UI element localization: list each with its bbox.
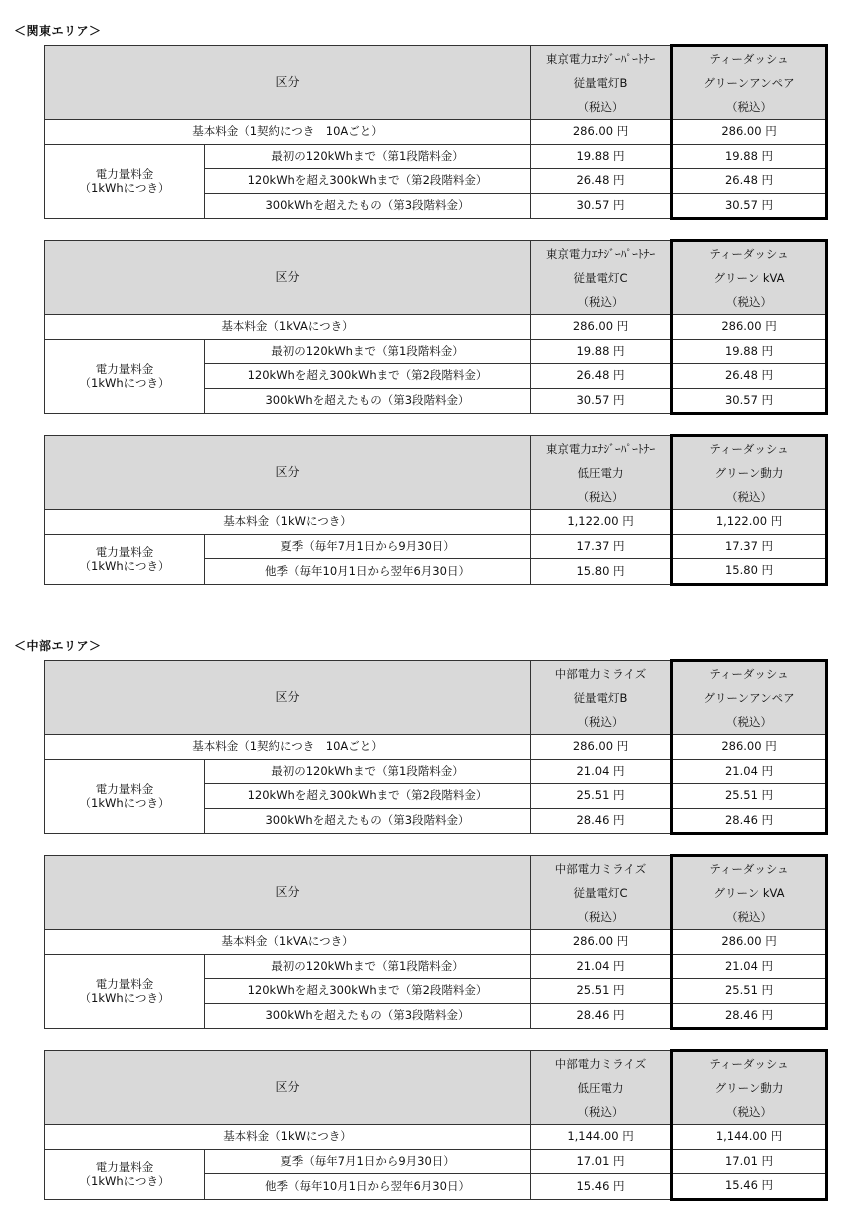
- usage-charge-label-line: （1kWhにつき）: [79, 796, 170, 811]
- basic-charge-current: 286.00 円: [531, 930, 672, 955]
- usage-charge-row: [45, 339, 827, 364]
- current-plan-header-line: 東京電力ｴﾅｼﾞｰﾊﾟｰﾄﾅｰ: [545, 51, 656, 66]
- current-plan-header-line: 従量電灯C: [573, 885, 628, 900]
- tier-price-tdash: 19.88 円: [672, 339, 827, 364]
- kubun-header: 区分: [45, 856, 531, 930]
- tier-price-tdash: 15.80 円: [672, 559, 827, 585]
- tier-price-current: 19.88 円: [531, 339, 672, 364]
- basic-charge-row: [45, 120, 827, 145]
- tdash-plan-header-line: グリーン動力: [714, 1081, 784, 1095]
- header-row: [45, 856, 827, 930]
- tdash-plan-header-line: グリーンアンペア: [703, 691, 795, 705]
- usage-charge-label-line: （1kWhにつき）: [79, 376, 170, 391]
- tier-label: 120kWhを超え300kWhまで（第2段階料金）: [205, 364, 531, 389]
- usage-charge-label: [45, 339, 205, 414]
- current-plan-header-line: （税込）: [577, 1104, 624, 1119]
- tier-price-current: 26.48 円: [531, 169, 672, 194]
- current-plan-header-line: 従量電灯B: [573, 690, 628, 705]
- usage-charge-row: [45, 144, 827, 169]
- tdash-plan-header: [672, 661, 827, 735]
- usage-charge-label-line: （1kWhにつき）: [79, 559, 170, 573]
- current-plan-header: [531, 661, 672, 735]
- current-plan-header-line: 従量電灯B: [573, 75, 628, 90]
- kubun-header: 区分: [45, 661, 531, 735]
- tdash-plan-header-line: ティーダッシュ: [709, 442, 789, 456]
- current-plan-header-line: 従量電灯C: [573, 270, 628, 285]
- rate-table: [44, 854, 828, 1030]
- tdash-plan-header: [672, 241, 827, 315]
- tier-label: 120kWhを超え300kWhまで（第2段階料金）: [205, 169, 531, 194]
- current-plan-header-line: （税込）: [577, 909, 624, 924]
- tdash-plan-header-line: グリーンアンペア: [703, 76, 795, 90]
- tier-price-tdash: 30.57 円: [672, 193, 827, 219]
- usage-charge-label-line: 電力量料金: [95, 167, 154, 182]
- basic-charge-row: [45, 1125, 827, 1150]
- basic-charge-tdash: 286.00 円: [672, 120, 827, 145]
- usage-charge-label-line: 電力量料金: [95, 782, 154, 797]
- rate-table: [44, 659, 828, 835]
- tier-price-current: 21.04 円: [531, 759, 672, 784]
- tdash-plan-header: [672, 856, 827, 930]
- tdash-plan-header-line: （税込）: [726, 715, 773, 729]
- usage-charge-label-line: 電力量料金: [95, 1160, 154, 1174]
- rate-table: [44, 44, 828, 220]
- basic-charge-tdash: 286.00 円: [672, 930, 827, 955]
- basic-charge-label: 基本料金（1kWにつき）: [45, 510, 531, 535]
- tdash-plan-header: [672, 46, 827, 120]
- tdash-plan-header-line: ティーダッシュ: [709, 862, 789, 876]
- tdash-plan-header-line: グリーン kVA: [713, 886, 785, 900]
- header-row: [45, 46, 827, 120]
- tier-price-tdash: 19.88 円: [672, 144, 827, 169]
- current-plan-header-line: （税込）: [577, 714, 624, 729]
- tdash-plan-header-line: （税込）: [726, 100, 773, 114]
- tdash-plan-header-line: グリーン動力: [714, 466, 784, 480]
- current-plan-header-line: 中部電力ミライズ: [554, 861, 647, 876]
- tier-label: 最初の120kWhまで（第1段階料金）: [205, 339, 531, 364]
- tdash-plan-header-line: （税込）: [726, 295, 773, 309]
- tier-price-current: 30.57 円: [531, 193, 672, 219]
- tier-price-current: 30.57 円: [531, 388, 672, 414]
- usage-charge-label: [45, 144, 205, 219]
- tier-price-current: 25.51 円: [531, 979, 672, 1004]
- tier-price-current: 28.46 円: [531, 1003, 672, 1029]
- usage-charge-label: [45, 534, 205, 584]
- basic-charge-label: 基本料金（1kWにつき）: [45, 1125, 531, 1150]
- basic-charge-tdash: 286.00 円: [672, 735, 827, 760]
- tier-price-current: 17.01 円: [531, 1149, 672, 1174]
- tier-price-current: 15.46 円: [531, 1174, 672, 1200]
- basic-charge-row: [45, 930, 827, 955]
- basic-charge-row: [45, 735, 827, 760]
- tdash-plan-header-line: グリーン kVA: [713, 271, 785, 285]
- kubun-header: 区分: [45, 1051, 531, 1125]
- tier-price-tdash: 28.46 円: [672, 1003, 827, 1029]
- basic-charge-current: 286.00 円: [531, 120, 672, 145]
- tdash-plan-header: [672, 1051, 827, 1125]
- basic-charge-tdash: 286.00 円: [672, 315, 827, 340]
- tier-price-current: 19.88 円: [531, 144, 672, 169]
- basic-charge-label: 基本料金（1契約につき 10Aごと）: [45, 120, 531, 145]
- basic-charge-current: 286.00 円: [531, 315, 672, 340]
- tier-price-tdash: 26.48 円: [672, 169, 827, 194]
- rate-table: [44, 239, 828, 415]
- current-plan-header-line: （税込）: [577, 99, 624, 114]
- tier-price-current: 15.80 円: [531, 559, 672, 585]
- usage-charge-row: [45, 759, 827, 784]
- current-plan-header: [531, 46, 672, 120]
- usage-charge-label-line: （1kWhにつき）: [79, 991, 170, 1006]
- kubun-header: 区分: [45, 436, 531, 510]
- usage-charge-label-line: （1kWhにつき）: [79, 181, 170, 196]
- tier-price-tdash: 21.04 円: [672, 954, 827, 979]
- tier-price-current: 26.48 円: [531, 364, 672, 389]
- basic-charge-label: 基本料金（1kVAにつき）: [45, 315, 531, 340]
- tier-price-tdash: 25.51 円: [672, 784, 827, 809]
- tier-price-current: 21.04 円: [531, 954, 672, 979]
- basic-charge-tdash: 1,144.00 円: [672, 1125, 827, 1150]
- tier-price-tdash: 15.46 円: [672, 1174, 827, 1200]
- tier-label: 300kWhを超えたもの（第3段階料金）: [205, 808, 531, 834]
- area-title: ＜関東エリア＞: [14, 24, 102, 38]
- basic-charge-row: [45, 510, 827, 535]
- tier-label: 他季（毎年10月1日から翌年6月30日）: [205, 1174, 531, 1200]
- tier-label: 120kWhを超え300kWhまで（第2段階料金）: [205, 979, 531, 1004]
- basic-charge-label: 基本料金（1kVAにつき）: [45, 930, 531, 955]
- usage-charge-label: [45, 954, 205, 1029]
- tdash-plan-header-line: （税込）: [726, 490, 773, 504]
- tdash-plan-header-line: ティーダッシュ: [709, 52, 789, 66]
- current-plan-header-line: 東京電力ｴﾅｼﾞｰﾊﾟｰﾄﾅｰ: [545, 246, 656, 261]
- usage-charge-label: [45, 759, 205, 834]
- current-plan-header-line: 東京電力ｴﾅｼﾞｰﾊﾟｰﾄﾅｰ: [545, 441, 656, 456]
- kubun-header: 区分: [45, 241, 531, 315]
- tdash-plan-header-line: ティーダッシュ: [709, 1057, 789, 1071]
- tier-label: 最初の120kWhまで（第1段階料金）: [205, 759, 531, 784]
- current-plan-header-line: （税込）: [577, 489, 624, 504]
- tier-price-tdash: 17.01 円: [672, 1149, 827, 1174]
- usage-charge-label-line: 電力量料金: [95, 362, 154, 377]
- tdash-plan-header-line: ティーダッシュ: [709, 247, 789, 261]
- tier-price-tdash: 25.51 円: [672, 979, 827, 1004]
- tier-price-tdash: 17.37 円: [672, 534, 827, 559]
- tdash-plan-header-line: ティーダッシュ: [709, 667, 789, 681]
- tier-price-current: 28.46 円: [531, 808, 672, 834]
- current-plan-header: [531, 436, 672, 510]
- tier-price-tdash: 21.04 円: [672, 759, 827, 784]
- tier-label: 夏季（毎年7月1日から9月30日）: [205, 1149, 531, 1174]
- header-row: [45, 661, 827, 735]
- tier-label: 最初の120kWhまで（第1段階料金）: [205, 954, 531, 979]
- current-plan-header: [531, 1051, 672, 1125]
- basic-charge-tdash: 1,122.00 円: [672, 510, 827, 535]
- tdash-plan-header: [672, 436, 827, 510]
- tier-label: 最初の120kWhまで（第1段階料金）: [205, 144, 531, 169]
- header-row: [45, 241, 827, 315]
- rate-table: [44, 1049, 828, 1201]
- usage-charge-label-line: （1kWhにつき）: [79, 1174, 170, 1188]
- usage-charge-row: [45, 534, 827, 559]
- rate-table: [44, 434, 828, 586]
- kubun-header: 区分: [45, 46, 531, 120]
- basic-charge-label: 基本料金（1契約につき 10Aごと）: [45, 735, 531, 760]
- tier-label: 120kWhを超え300kWhまで（第2段階料金）: [205, 784, 531, 809]
- basic-charge-current: 1,144.00 円: [531, 1125, 672, 1150]
- tier-price-current: 25.51 円: [531, 784, 672, 809]
- current-plan-header-line: 低圧電力: [577, 1080, 624, 1095]
- tier-label: 他季（毎年10月1日から翌年6月30日）: [205, 559, 531, 585]
- tier-label: 300kWhを超えたもの（第3段階料金）: [205, 388, 531, 414]
- basic-charge-current: 1,122.00 円: [531, 510, 672, 535]
- area-title: ＜中部エリア＞: [14, 639, 102, 653]
- tier-label: 300kWhを超えたもの（第3段階料金）: [205, 193, 531, 219]
- tier-label: 夏季（毎年7月1日から9月30日）: [205, 534, 531, 559]
- current-plan-header: [531, 856, 672, 930]
- tdash-plan-header-line: （税込）: [726, 1105, 773, 1119]
- current-plan-header-line: （税込）: [577, 294, 624, 309]
- basic-charge-current: 286.00 円: [531, 735, 672, 760]
- tier-price-current: 17.37 円: [531, 534, 672, 559]
- tier-label: 300kWhを超えたもの（第3段階料金）: [205, 1003, 531, 1029]
- header-row: [45, 1051, 827, 1125]
- tier-price-tdash: 28.46 円: [672, 808, 827, 834]
- header-row: [45, 436, 827, 510]
- current-plan-header-line: 中部電力ミライズ: [554, 666, 647, 681]
- current-plan-header: [531, 241, 672, 315]
- current-plan-header-line: 中部電力ミライズ: [554, 1056, 647, 1071]
- basic-charge-row: [45, 315, 827, 340]
- tier-price-tdash: 26.48 円: [672, 364, 827, 389]
- tier-price-tdash: 30.57 円: [672, 388, 827, 414]
- usage-charge-label-line: 電力量料金: [95, 545, 154, 559]
- tdash-plan-header-line: （税込）: [726, 910, 773, 924]
- current-plan-header-line: 低圧電力: [577, 465, 624, 480]
- usage-charge-row: [45, 1149, 827, 1174]
- usage-charge-label: [45, 1149, 205, 1199]
- usage-charge-label-line: 電力量料金: [95, 977, 154, 992]
- usage-charge-row: [45, 954, 827, 979]
